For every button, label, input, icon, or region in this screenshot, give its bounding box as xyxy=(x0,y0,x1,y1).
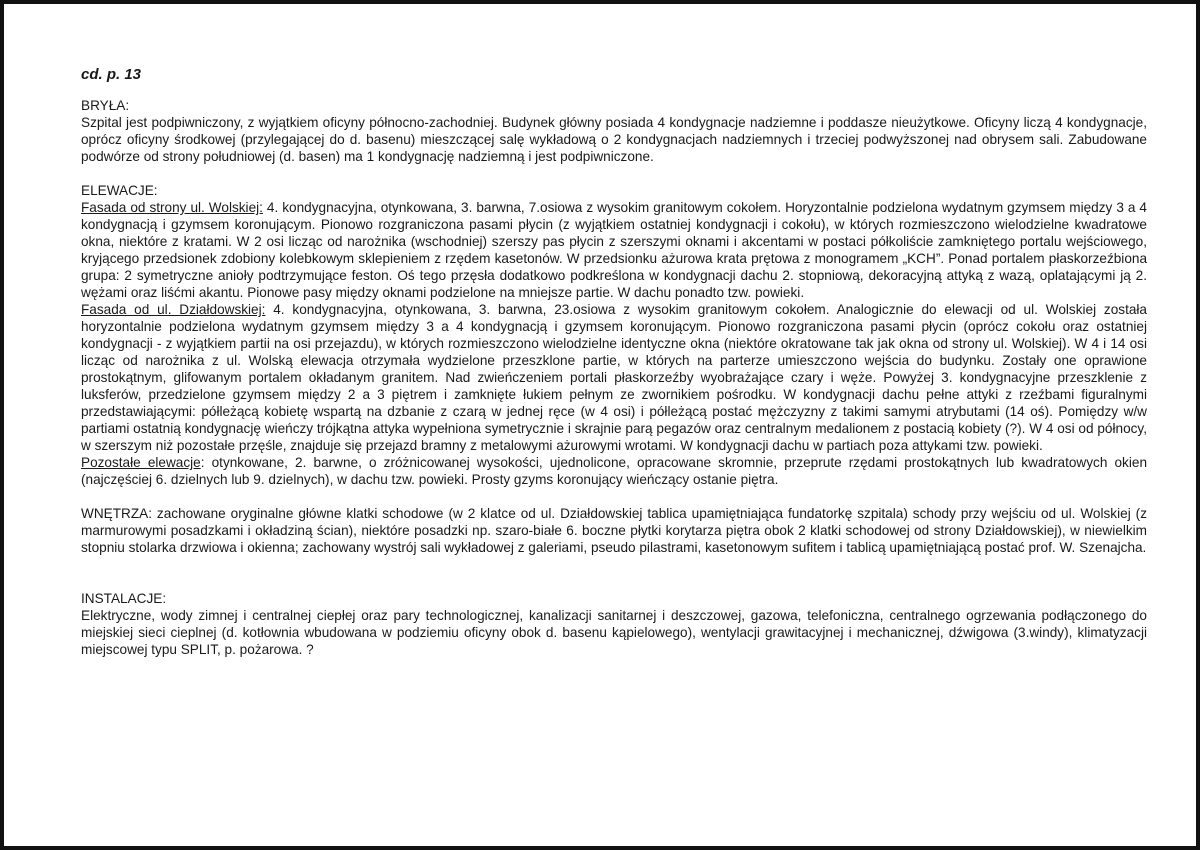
document-body xyxy=(81,66,1147,658)
section-elewacje xyxy=(81,182,1147,488)
section-bryla xyxy=(81,97,1147,165)
section-heading-bryla: BRYŁA: xyxy=(81,98,130,113)
section-heading-elewacje: ELEWACJE: xyxy=(81,183,158,198)
section-instalacje xyxy=(81,590,1147,658)
label-fasada-wolska: Fasada od strony ul. Wolskiej: xyxy=(81,200,263,215)
paragraph-pozostale-elewacje xyxy=(81,454,1147,488)
section-wnetrza xyxy=(81,505,1147,556)
paragraph-fasada-dzialdowska xyxy=(81,301,1147,454)
section-heading-instalacje: INSTALACJE: xyxy=(81,591,167,606)
paragraph-fasada-wolska xyxy=(81,199,1147,301)
paragraph-instalacje: Elektryczne, wody zimnej i centralnej ciepłej oraz pary technologicznej, kanalizacji sanitarnej i deszczowej, gazowa, telefoniczna, centralnego ogrzewania podłączonego do miejskiej sieci cieplnej (d. kotłownia wbudowana w podziemiu oficyny obok d. basenu kąpielowego), wentylacji grawitacyjnej i mechanicznej, dźwigowa (3.windy), klimatyzacji miejscowej typu SPLIT, p. pożarowa. ? xyxy=(81,608,1147,657)
label-pozostale-elewacje: Pozostałe elewacje xyxy=(81,455,201,470)
text-fasada-dzialdowska: 4. kondygnacyjna, otynkowana, 3. barwna, 23.osiowa z wysokim granitowym cokołem. Analogicznie do elewacji od ul. Wolskiej została horyzontalnie podzielona wydatnym gzymsem między 3 a 4 kondygnacją i gzymsem koronującym. Pionowo rozgraniczona pasami płycin (oprócz cokołu oraz ostatniej kondygnacji - z wyjątkiem partii na osi przejazdu), w których rozmieszczono wielodzielne identyczne okna (niektóre okratowane tak jak okna od strony ul. Wolskiej). W 4 i 14 osi licząc od narożnika z ul. Wolską elewacja otrzymała wydzielone przeszklone partie, w których na parterze umieszczono wejścia do budynku. Zostały one oprawione prostokątnym, glifowanym portalem okładanym granitem. Nad zwieńczeniem portali płaskorzeźby wyobrażające czary i węże. Powyżej 3. kondygnacyjne przeszklenie z luksferów, przedzielone gzymsem między 2 a 3 piętrem i zamknięte łukiem pełnym ze zwornikiem pośrodku. W kondygnacji dachu pełne attyki z rzeźbami figuralnymi przedstawiającymi: półleżącą kobietę wspartą na dzbanie z czarą w jednej ręce (w 4 osi) i półleżącą postać mężczyzny z takimi samymi atrybutami (14 oś). Pomiędzy w/w partiami ostatnią kondygnację wieńczy trójkątna attyka wypełniona symetrycznie i skrajnie parą pegazów oraz centralnym medalionem z postacią kobiety (?). W 4 osi od północy, w szerszym niż pozostałe przęśle, znajduje się przejazd bramny z metalowymi ażurowymi wrotami. W kondygnacji dachu w partiach poza attykami tzw. powieki. xyxy=(81,302,1147,453)
label-fasada-dzialdowska: Fasada od ul. Działdowskiej: xyxy=(81,302,266,317)
page-reference: cd. p. 13 xyxy=(81,66,142,83)
text-pozostale-elewacje: : otynkowane, 2. barwne, o zróżnicowanej wysokości, ujednolicone, opracowane skromnie, przeprute rzędami prostokątnych lub kwadratowych okien (najczęściej 6. dzielnych lub 9. dzielnych), w dachu tzw. powieki. Prosty gzyms koronujący wieńczący ostanie piętra. xyxy=(81,455,1147,487)
paragraph-wnetrza: WNĘTRZA: zachowane oryginalne główne klatki schodowe (w 2 klatce od ul. Działdowskiej tablica upamiętniająca fundatorkę szpitala) schody przy wejściu od ul. Wolskiej (z marmurowymi posadzkami i okładziną ścian), niektóre posadzki np. szaro-białe 6. boczne płytki korytarza piętra obok 2 klatki schodowej od strony Działdowskiej), w niewielkim stopniu stolarka drzwiowa i okienna; zachowany wystrój sali wykładowej z galeriami, pseudo pilastrami, kasetonowym sufitem i tablicą upamiętniającą postać prof. W. Szenajcha. xyxy=(81,506,1147,555)
text-fasada-wolska: 4. kondygnacyjna, otynkowana, 3. barwna, 7.osiowa z wysokim granitowym cokołem. Horyzontalnie podzielona wydatnym gzymsem między 3 a 4 kondygnacją i gzymsem koronującym. Pionowo rozgraniczona pasami płycin (z wyjątkiem ostatniej kondygnacji i cokołu), w których rozmieszczono wielodzielne kwadratowe okna, niektóre z kratami. W 2 osi licząc od narożnika (wschodniej) szerszy pas płycin z szerszymi oknami i akcentami w postaci półkoliście zamkniętego portalu wejściowego, kryjącego przedsionek zdobiony kolebkowym sklepieniem z rzędem kasetonów. W przedsionku ażurowa krata prętowa z monogramem „KCH”. Ponad portalem płaskorzeźbiona grupa: 2 symetryczne anioły podtrzymujące feston. Oś tego przęsła dodatkowo podkreślona w kondygnacji dachu 2. stopniową, dekoracyjną attyką z wazą, oplatającymi ją 2. wężami oraz liśćmi akantu. Pionowe pasy między oknami podzielone na mniejsze partie. W dachu ponadto tzw. powieki. xyxy=(81,200,1147,300)
paragraph-bryla: Szpital jest podpiwniczony, z wyjątkiem oficyny północno-zachodniej. Budynek główny posiada 4 kondygnacje nadziemne i poddasze nieużytkowe. Oficyny liczą 4 kondygnacje, oprócz oficyny środkowej (przylegającej do d. basenu) mieszczącej salę wykładową o 2 kondygnacjach nadziemnych i trzeciej podwyższonej nad obrysem sali. Zabudowane podwórze od strony południowej (d. basen) ma 1 kondygnację nadziemną i jest podpiwniczone. xyxy=(81,115,1147,164)
